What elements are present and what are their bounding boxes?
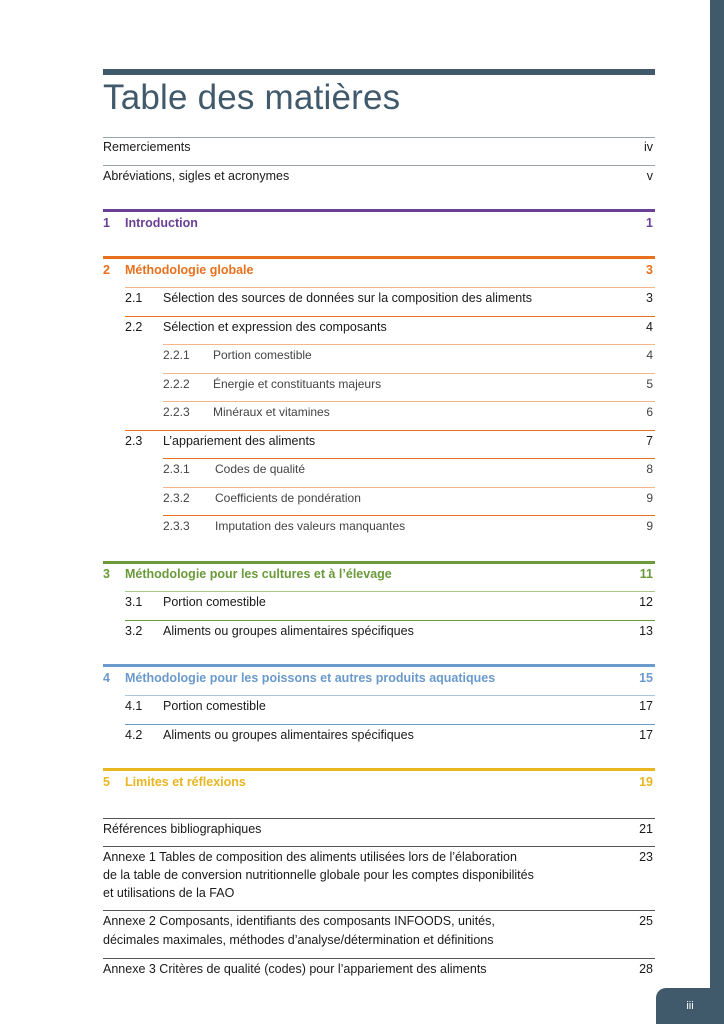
- entry-page: 5: [646, 377, 653, 391]
- entry-page: 8: [646, 462, 653, 476]
- section-1-rule: [103, 209, 655, 212]
- section-page: 11: [639, 567, 653, 581]
- entry-number: 3.2: [125, 624, 143, 638]
- entry-number: 3.1: [125, 595, 143, 609]
- entry-label: Remerciements: [103, 140, 191, 154]
- entry-label: Abréviations, sigles et acronymes: [103, 169, 290, 183]
- section-3-rule: [103, 561, 655, 564]
- section-label: Introduction: [125, 216, 198, 230]
- divider: [103, 846, 655, 847]
- page-title: Table des matières: [103, 78, 401, 117]
- divider: [103, 818, 655, 819]
- entry-label-line1: Annexe 1 Tables de composition des aliments utilisées lors de l’élaboration: [103, 850, 517, 864]
- entry-number: 2.3: [125, 434, 143, 448]
- page-number: iii: [686, 1000, 694, 1012]
- section-label: Méthodologie pour les cultures et à l’élevage: [125, 567, 392, 581]
- section-2-rule: [103, 256, 655, 259]
- divider: [163, 401, 655, 402]
- entry-label: Portion comestible: [163, 699, 266, 713]
- entry-number: 2.2.3: [163, 405, 190, 419]
- entry-label: Annexe 3 Critères de qualité (codes) pour l’appariement des aliments: [103, 962, 487, 976]
- divider: [125, 316, 655, 317]
- entry-page: 25: [639, 914, 653, 928]
- section-page: 1: [646, 216, 653, 230]
- entry-number: 4.1: [125, 699, 143, 713]
- entry-page: 17: [639, 699, 653, 713]
- entry-page: 13: [639, 624, 653, 638]
- entry-label: L’appariement des aliments: [163, 434, 316, 448]
- section-5-rule: [103, 768, 655, 771]
- entry-label: Sélection et expression des composants: [163, 320, 387, 334]
- divider: [125, 620, 655, 621]
- divider: [125, 430, 655, 431]
- entry-page: 17: [639, 728, 653, 742]
- divider: [163, 373, 655, 374]
- divider: [125, 591, 655, 592]
- entry-number: 2.3.3: [163, 519, 190, 533]
- section-number: 5: [103, 775, 110, 789]
- section-label: Méthodologie pour les poissons et autres produits aquatiques: [125, 671, 496, 685]
- divider: [163, 458, 655, 459]
- entry-page: iv: [643, 140, 653, 154]
- toc-entry-annexe-1[interactable]: [103, 848, 655, 904]
- section-label: Limites et réflexions: [125, 775, 246, 789]
- section-number: 3: [103, 567, 110, 581]
- section-number: 1: [103, 216, 110, 230]
- entry-page: 12: [639, 595, 653, 609]
- section-page: 3: [646, 263, 653, 277]
- entry-number: 4.2: [125, 728, 143, 742]
- divider: [163, 487, 655, 488]
- section-page: 15: [639, 671, 653, 685]
- divider: [103, 958, 655, 959]
- entry-label: Imputation des valeurs manquantes: [215, 519, 406, 533]
- entry-page: 3: [646, 291, 653, 305]
- entry-page: 21: [639, 822, 653, 836]
- entry-page: 9: [646, 491, 653, 505]
- entry-label: Références bibliographiques: [103, 822, 262, 836]
- divider: [125, 287, 655, 288]
- entry-number: 2.2: [125, 320, 143, 334]
- entry-page: 7: [646, 434, 653, 448]
- entry-page: v: [646, 169, 653, 183]
- entry-label-line2: de la table de conversion nutritionnelle globale pour les comptes disponibilités: [103, 868, 534, 882]
- entry-page: 9: [646, 519, 653, 533]
- side-color-bar: [710, 0, 724, 1024]
- section-label: Méthodologie globale: [125, 263, 254, 277]
- entry-label: Aliments ou groupes alimentaires spécifiques: [163, 624, 414, 638]
- entry-label: Énergie et constituants majeurs: [213, 377, 382, 391]
- entry-label: Aliments ou groupes alimentaires spécifiques: [163, 728, 414, 742]
- divider: [125, 695, 655, 696]
- entry-label: Sélection des sources de données sur la composition des aliments: [163, 291, 532, 305]
- page-number-tab: [656, 988, 724, 1024]
- divider: [103, 910, 655, 911]
- divider: [125, 724, 655, 725]
- entry-number: 2.2.1: [163, 348, 190, 362]
- entry-page: 4: [646, 320, 653, 334]
- entry-page: 23: [639, 850, 653, 864]
- divider: [163, 515, 655, 516]
- entry-label: Codes de qualité: [215, 462, 306, 476]
- section-number: 4: [103, 671, 110, 685]
- entry-label: Portion comestible: [213, 348, 312, 362]
- toc-entry-annexe-2[interactable]: [103, 912, 655, 952]
- entry-number: 2.1: [125, 291, 143, 305]
- title-rule: [103, 69, 655, 75]
- entry-page: 28: [639, 962, 653, 976]
- entry-number: 2.3.1: [163, 462, 190, 476]
- entry-number: 2.2.2: [163, 377, 190, 391]
- entry-label-line1: Annexe 2 Composants, identifiants des composants INFOODS, unités,: [103, 914, 495, 928]
- entry-page: 4: [646, 348, 653, 362]
- entry-label: Portion comestible: [163, 595, 266, 609]
- divider: [103, 165, 655, 166]
- section-page: 19: [639, 775, 653, 789]
- entry-label: Coefficients de pondération: [215, 491, 361, 505]
- entry-label: Minéraux et vitamines: [213, 405, 330, 419]
- entry-page: 6: [646, 405, 653, 419]
- section-4-rule: [103, 664, 655, 667]
- divider: [103, 137, 655, 138]
- divider: [163, 344, 655, 345]
- entry-number: 2.3.2: [163, 491, 190, 505]
- entry-label-line2: décimales maximales, méthodes d’analyse/détermination et définitions: [103, 933, 494, 947]
- section-number: 2: [103, 263, 110, 277]
- entry-label-line3: et utilisations de la FAO: [103, 886, 235, 900]
